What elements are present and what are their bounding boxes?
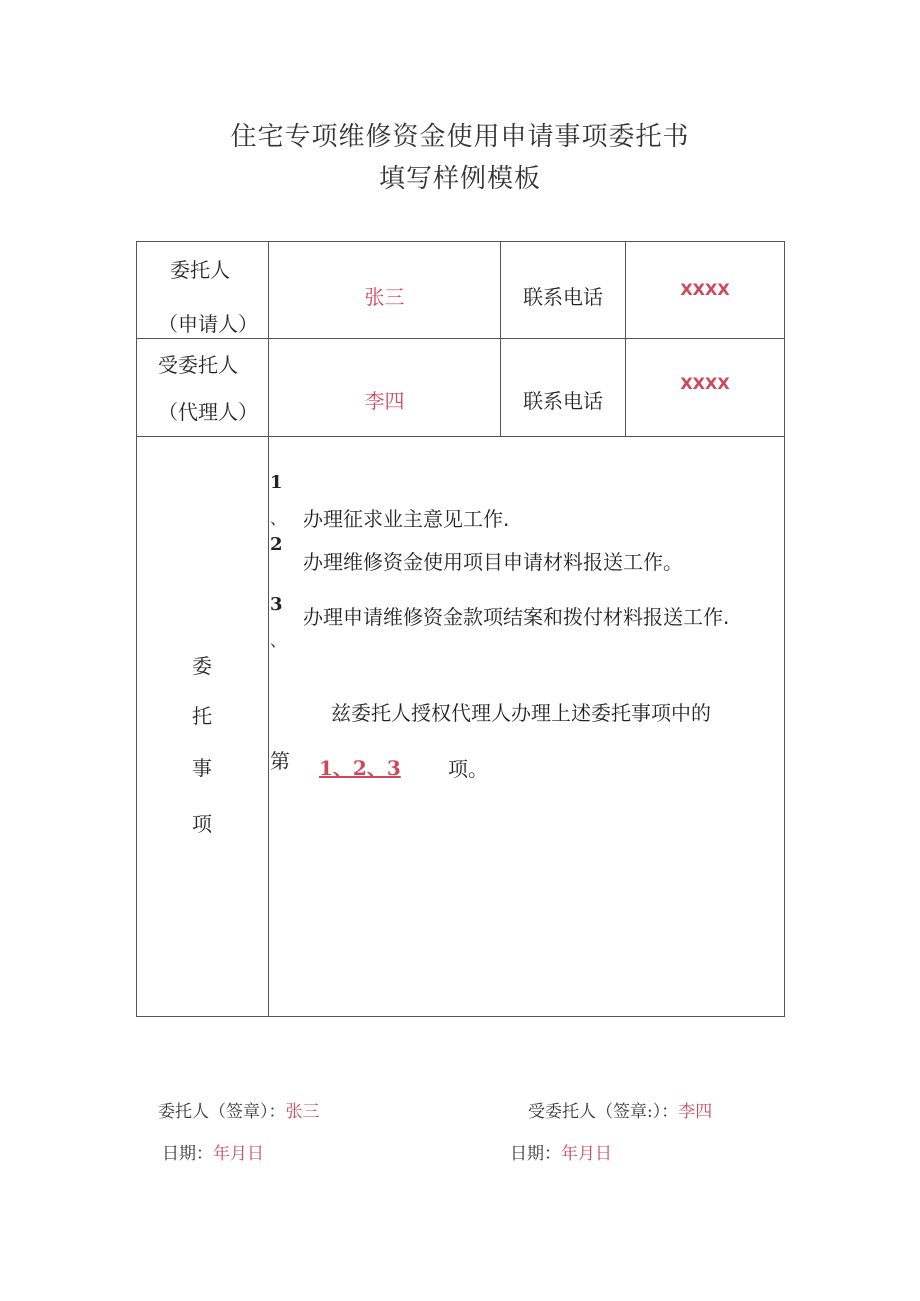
agent-label-note: （代理人） — [158, 400, 258, 424]
matters-label-char: 事 — [192, 756, 212, 780]
item-separator: 、 — [270, 509, 287, 528]
matters-label-char: 委 — [192, 654, 212, 678]
document-title: 住宅专项维修资金使用申请事项委托书 — [230, 122, 690, 152]
item-number: 1 — [270, 472, 283, 493]
principal-name: 张三 — [364, 285, 405, 309]
agent-phone-label: 联系电话 — [523, 389, 603, 413]
principal-date — [162, 1139, 264, 1164]
principal-label-note: （申请人） — [158, 312, 258, 336]
table-border-top — [136, 241, 785, 242]
item-text: 办理维修资金使用项目申请材料报送工作。 — [303, 550, 683, 574]
table-border-left — [136, 241, 137, 1017]
item-separator: 、 — [270, 631, 287, 650]
authorization-statement: 兹委托人授权代理人办理上述委托事项中的 — [331, 701, 711, 725]
item-text: 办理申请维修资金款项结案和拨付材料报送工作. — [303, 605, 730, 629]
principal-signature-label: 委托人（签章）： — [158, 1102, 286, 1122]
principal-signature — [158, 1097, 320, 1122]
agent-date-label: 日期： — [510, 1144, 561, 1164]
table-divider-col1 — [268, 241, 269, 1017]
principal-label: 委托人 — [170, 258, 230, 282]
matters-label-char: 项 — [192, 812, 212, 836]
principal-phone: XXXX — [680, 280, 730, 299]
ordinal-prefix: 第 — [270, 749, 290, 773]
item-number: 2 — [270, 534, 283, 555]
principal-date-value: 年月日 — [213, 1144, 264, 1164]
principal-signature-value: 张三 — [285, 1102, 320, 1122]
item-text: 办理征求业主意见工作. — [303, 507, 510, 531]
table-divider-row1 — [136, 338, 785, 339]
selected-items: 1、2、3 — [319, 756, 401, 780]
table-border-right — [784, 241, 785, 1017]
agent-name: 李四 — [364, 389, 405, 413]
agent-label: 受委托人 — [158, 353, 238, 377]
agent-phone: XXXX — [680, 374, 730, 393]
ordinal-suffix: 项。 — [448, 757, 488, 781]
table-divider-row2 — [136, 436, 785, 437]
agent-signature-value: 李四 — [678, 1102, 713, 1122]
document-subtitle: 填写样例模板 — [378, 164, 541, 194]
agent-signature-label: 受委托人（签章:）： — [528, 1102, 679, 1122]
item-number: 3 — [270, 594, 283, 615]
agent-date-value: 年月日 — [561, 1144, 612, 1164]
agent-signature — [528, 1097, 712, 1122]
agent-date — [510, 1139, 612, 1164]
table-border-bottom — [136, 1016, 785, 1017]
principal-phone-label: 联系电话 — [523, 285, 603, 309]
table-divider-col3 — [625, 241, 626, 437]
matters-label-char: 托 — [192, 704, 212, 728]
principal-date-label: 日期： — [162, 1144, 213, 1164]
